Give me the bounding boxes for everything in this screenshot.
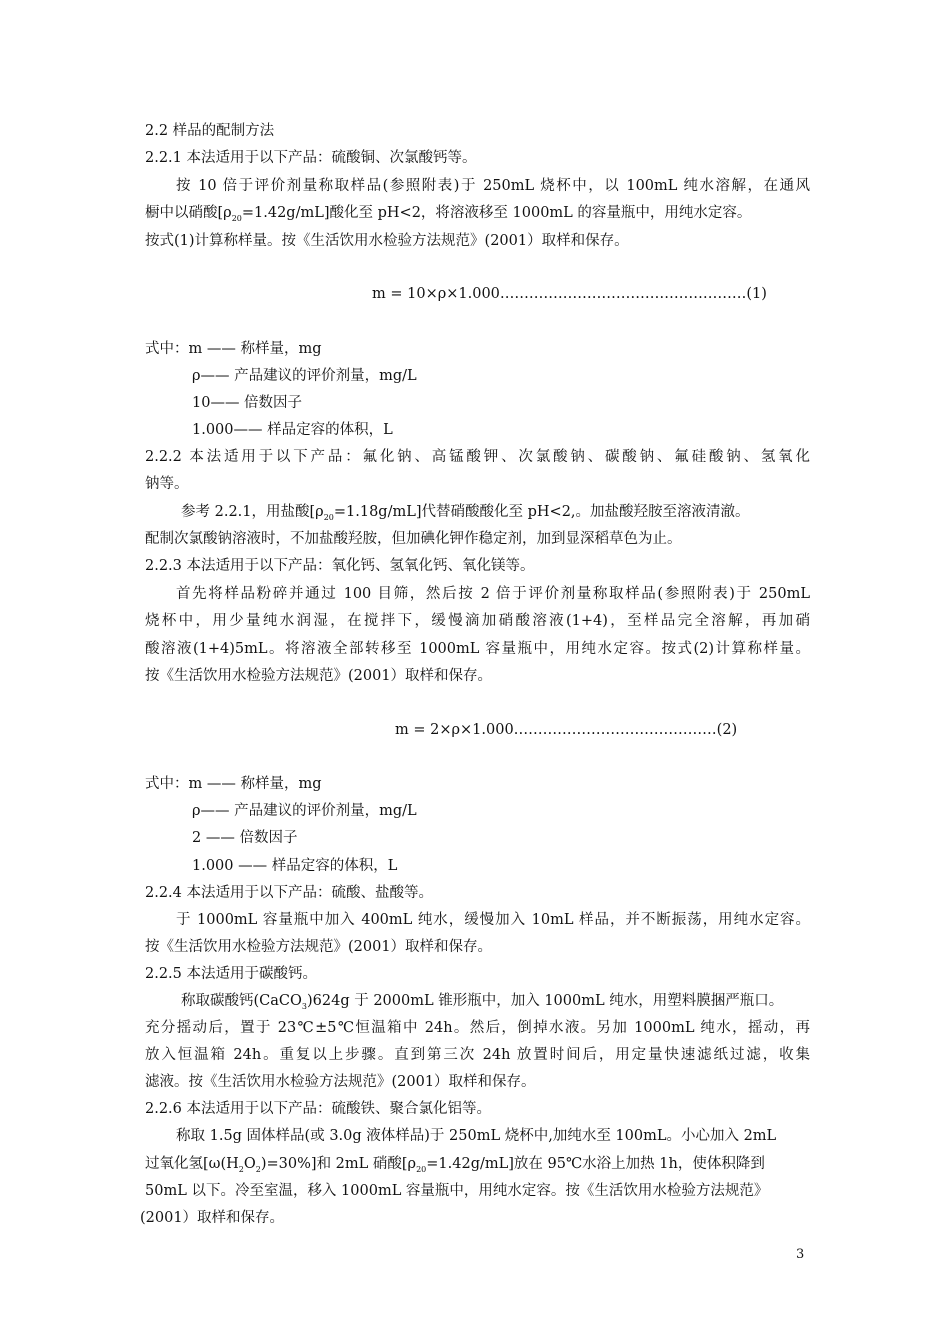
formula-where-line: 式中：m —— 称样量，mg — [145, 341, 322, 357]
section-heading-2-2-6: 2.2.6 本法适用于以下产品：硫酸铁、聚合氯化铝等。 — [145, 1101, 492, 1117]
formula-where-line: 1.000—— 样品定容的体积，L — [192, 422, 393, 438]
paragraph-line: 酸溶液(1+4)5mL。将溶液全部转移至 1000mL 容量瓶中，用纯水定容。按式(2)计算称样量。 — [145, 641, 810, 657]
section-heading-2-2: 2.2 样品的配制方法 — [145, 123, 275, 139]
page-number: 3 — [796, 1247, 805, 1262]
section-heading-2-2-3: 2.2.3 本法适用于以下产品：氧化钙、氢氧化钙、氧化镁等。 — [145, 558, 535, 574]
formula-1: m = 10×ρ×1.000……………………………………………(1) — [372, 286, 767, 302]
formula-where-line: 2 —— 倍数因子 — [192, 830, 298, 846]
paragraph-line: 烧杯中，用少量纯水润湿，在搅拌下，缓慢滴加硝酸溶液(1+4)，至样品完全溶解，再加硝 — [145, 613, 810, 629]
paragraph-line: 称取 1.5g 固体样品(或 3.0g 液体样品)于 250mL 烧杯中,加纯水至 100mL。小心加入 2mL — [176, 1128, 777, 1144]
paragraph-line: 充分摇动后，置于 23℃±5℃恒温箱中 24h。然后，倒掉水液。另加 1000mL 纯水，摇动，再 — [145, 1020, 810, 1036]
formula-where-line: 1.000 —— 样品定容的体积，L — [192, 858, 398, 874]
section-heading-2-2-4: 2.2.4 本法适用于以下产品：硫酸、盐酸等。 — [145, 885, 434, 901]
paragraph-line: 于 1000mL 容量瓶中加入 400mL 纯水，缓慢加入 10mL 样品，并不断振荡，用纯水定容。 — [176, 912, 810, 928]
paragraph-line: 过氧化氢$[\omega(H_2O_2)=30\%]$和 2mL 硝酸$[\rho_{20}=1.42g/mL]$放在 95℃水浴上加热 1h，使体积降到 — [145, 1156, 765, 1174]
paragraph-line: 按《生活饮用水检验方法规范》(2001）取样和保存。 — [145, 939, 493, 955]
formula-2: m = 2×ρ×1.000……………………………………(2) — [395, 722, 738, 738]
formula-where-line: ρ—— 产品建议的评价剂量，mg/L — [192, 368, 417, 384]
subscript: 20 — [416, 1165, 427, 1174]
paragraph-line: 首先将样品粉碎并通过 100 目筛，然后按 2 倍于评价剂量称取样品(参照附表)于 250mL — [176, 586, 810, 602]
paragraph-line: 按 10 倍于评价剂量称取样品(参照附表)于 250mL 烧杯中，以 100mL 纯水溶解，在通风 — [176, 178, 810, 194]
paragraph-line: (2001）取样和保存。 — [140, 1210, 285, 1226]
paragraph-line: 称取碳酸钙(CaCO$_3$)624g 于 2000mL 锥形瓶中，加入 1000mL 纯水，用塑料膜捆严瓶口。 — [181, 993, 784, 1011]
paragraph-line: 按式(1)计算称样量。按《生活饮用水检验方法规范》(2001）取样和保存。 — [145, 233, 629, 249]
subscript: 20 — [231, 214, 242, 223]
subscript: 20 — [323, 513, 334, 522]
section-heading-2-2-5: 2.2.5 本法适用于碳酸钙。 — [145, 966, 318, 982]
formula-where-line: 式中：m —— 称样量，mg — [145, 776, 322, 792]
section-heading-2-2-1: 2.2.1 本法适用于以下产品：硫酸铜、次氯酸钙等。 — [145, 150, 477, 166]
subscript: 2 — [238, 1165, 244, 1174]
subscript: 3 — [301, 1002, 307, 1011]
formula-where-line: 10—— 倍数因子 — [192, 395, 303, 411]
paragraph-line: 参考 2.2.1，用盐酸$[\rho_{20}=1.18g/mL]$代替硝酸酸化至 pH<2,。加盐酸羟胺至溶液清澈。 — [181, 504, 750, 522]
paragraph-line: 放入恒温箱 24h。重复以上步骤。直到第三次 24h 放置时间后，用定量快速滤纸过滤，收集 — [145, 1047, 810, 1063]
paragraph-line: 配制次氯酸钠溶液时，不加盐酸羟胺，但加碘化钾作稳定剂，加到显深稻草色为止。 — [145, 531, 682, 547]
section-heading-continued: 钠等。 — [145, 476, 189, 492]
paragraph-line: 按《生活饮用水检验方法规范》(2001）取样和保存。 — [145, 668, 493, 684]
formula-where-line: ρ—— 产品建议的评价剂量，mg/L — [192, 803, 417, 819]
section-heading-2-2-2: 2.2.2 本法适用于以下产品：氟化钠、高锰酸钾、次氯酸钠、碳酸钠、氟硅酸钠、氢氧化 — [145, 449, 810, 465]
paragraph-line: 50mL 以下。冷至室温，移入 1000mL 容量瓶中，用纯水定容。按《生活饮用水检验方法规范》 — [145, 1183, 769, 1199]
subscript: 2 — [255, 1165, 261, 1174]
paragraph-line: 滤液。按《生活饮用水检验方法规范》(2001）取样和保存。 — [145, 1074, 536, 1090]
paragraph-line: 橱中以硝酸$[\rho_{20}=1.42g/mL]$酸化至 pH<2，将溶液移至 1000mL 的容量瓶中，用纯水定容。 — [145, 205, 752, 223]
